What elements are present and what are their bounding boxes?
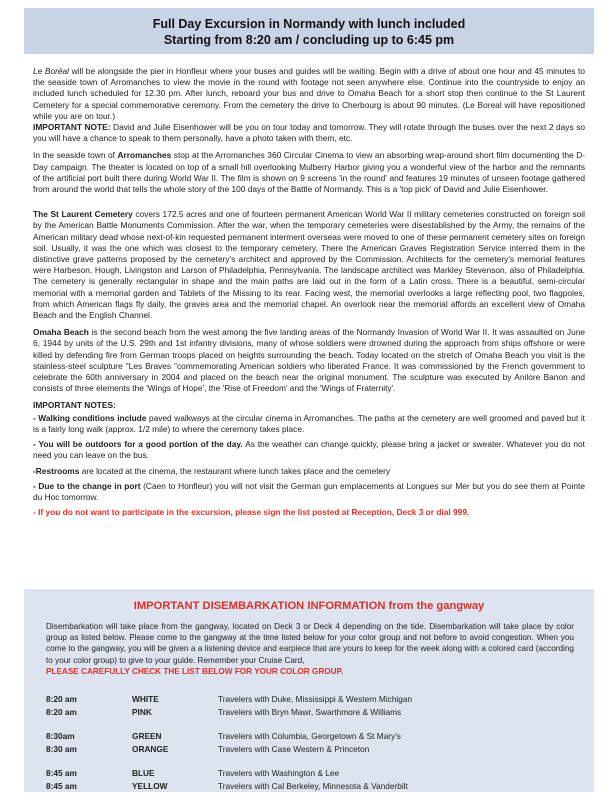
note-walking-label: - Walking conditions include [33, 412, 147, 423]
note-restrooms-text: are located at the cinema, the restaurant where lunch takes place and the cemetery [79, 465, 391, 476]
schedule-row [46, 706, 586, 719]
schedule-row [46, 780, 586, 793]
important-notes-heading: IMPORTANT NOTES: [33, 400, 116, 411]
schedule-travelers: Travelers with Cal Berkeley, Minnesota & Vanderbilt [218, 780, 408, 791]
omaha-paragraph [33, 327, 585, 394]
cemetery-paragraph [33, 209, 585, 321]
cemetery-text: covers 172.5 acres and one of fourteen permanent American World War II military cemeteries constructed on foreign soil by the American Battle Monuments Commission. After the war, when the temporary cemeteries were disestablished by the Army, the remains of the American military dead whose next-of-kin requested permanent interment overseas were moved to one of these permanent cemetery sites on foreign soil. Usually, it was the one which was closest to the temporary cemetery. There the American Graves Registration Service interred them in the distinctive grave patterns proposed by the cemetery's architect and approved by the Commission. Architects for the cemetery's memorial features were Harbeson, Hough, Livingston and Larson of Philadelphia, Pennsylvania. The landscape architect was Markley Stevenson, also of Philadelphia. The cemetery is generally rectangular in shape and the main paths are laid out in the form of a Latin cross. There is a beautiful, semi-circular memorial with a memorial garden and Tablets of the Missing to its rear. Facing west, the memorial overlooks a large reflecting pool, two flagpoles, from which American flags fly daily, the graves area and the memorial chapel. An overlook near the memorial affords an excellent view of Omaha Beach and the English Channel. [33, 209, 585, 321]
schedule-color: YELLOW [132, 780, 168, 791]
note-walking-text: paved walkways at the circular cinema in Arromanches. The paths at the cemetery are well groomed and paved but it is a fairly long walk (approx. 1/2 mile) to where the ceremony takes place. [33, 412, 585, 434]
note-walking [33, 413, 585, 435]
note-signup: - If you do not want to participate in the excursion, please sign the list posted at Reception, Deck 3 or dial 999. [33, 507, 470, 518]
schedule-travelers: Travelers with Columbia, Georgetown & St Mary's [218, 731, 401, 742]
disembarkation-intro-text: Disembarkation will take place from the gangway, located on Deck 3 or Deck 4 depending on the tide. Disembarkation will take place by color group as listed below. Please come to the gangway at the time listed below for your color group and not before to avoid congestion. When you come to the gangway, you will be given a a listening device and earpiece that are yours to keep for the week along with a colored card (according to your color group) to give to your guide. Remember your Cruise Card, [46, 622, 574, 665]
note-restrooms-label: -Restrooms [33, 465, 80, 476]
page-subtitle: Starting from 8:20 am / concluding up to 6:45 pm [163, 33, 455, 47]
note-restrooms [33, 466, 585, 477]
note-outdoors [33, 439, 585, 461]
note-port [33, 481, 585, 503]
schedule-travelers: Travelers with Case Western & Princeton [218, 743, 370, 754]
schedule-color: ORANGE [132, 743, 169, 754]
arromanches-prefix: In the seaside town of [33, 150, 118, 161]
disembarkation-title: IMPORTANT DISEMBARKATION INFORMATION from the gangway [133, 600, 485, 612]
page-title: Full Day Excursion in Normandy with lunch included [152, 17, 466, 31]
schedule-color: GREEN [132, 731, 162, 742]
note-outdoors-text: As the weather can change quickly, please bring a jacket or sweater. Whatever you do not need you can leave on the bus. [33, 439, 585, 461]
cemetery-name: The St Laurent Cemetery [33, 209, 133, 220]
schedule-time: 8:45 am [46, 780, 77, 791]
disembarkation-intro [46, 621, 574, 677]
schedule-time: 8:20 am [46, 706, 77, 717]
schedule-time: 8:45 am [46, 768, 77, 779]
color-group-check-notice: PLEASE CAREFULLY CHECK THE LIST BELOW FOR YOUR COLOR GROUP. [46, 666, 344, 676]
schedule-travelers: Travelers with Bryn Mawr, Swarthmore & Williams [218, 706, 402, 717]
ship-name: Le Boréal [33, 66, 70, 76]
schedule-travelers: Travelers with Duke, Mississippi & Western Michigan [218, 694, 413, 705]
schedule-group-845 [46, 767, 586, 792]
schedule-row [46, 767, 586, 780]
schedule-time: 8:20 am [46, 694, 77, 705]
schedule-row [46, 730, 586, 743]
omaha-name: Omaha Beach [33, 327, 89, 338]
schedule-color: BLUE [132, 768, 155, 779]
schedule-color: PINK [132, 706, 152, 717]
note-port-label: - Due to the change in port [33, 480, 141, 491]
header-banner [24, 8, 594, 54]
color-group-schedule [46, 693, 586, 804]
important-note-label: IMPORTANT NOTE: [33, 122, 111, 133]
schedule-group-830 [46, 730, 586, 755]
arromanches-paragraph [33, 150, 585, 195]
note-outdoors-label: - You will be outdoors for a good portion of the day. [33, 439, 243, 450]
arromanches-text: stop at the Arromanches 360 Circular Cinema to view an absorbing wrap-around short film documenting the D-Day campaign. The theater is located on top of a small hill overlooking Mulberry Harbor giving you a wonderful view of the harbor and the remnants of the artificial port built there during World War II. The film is shown on 9 screens 'in the round' and features 19 minutes of unseen footage gathered from around the world that tells the whole story of the 100 days of the Battle of Normandy. This is a 'top pick' of David and Julie Eisenhower. [33, 150, 585, 195]
important-note-text: David and Julie Eisenhower will be you on tour today and tomorrow. They will rotate through the buses over the next 2 days so you will have a chance to speak to them personally, have a photo taken with them, etc. [33, 122, 586, 144]
schedule-time: 8:30am [46, 731, 75, 742]
omaha-text: is the second beach from the west among the five landing areas of the Normandy Invasion of World War II. It was assaulted on June 6, 1944 by units of the U.S. 29th and 1st infantry divisions, many of whose soldiers were drowned during the approach from ships offshore or were killed by defending fire from German troops placed on heights surrounding the beach. Today located on the stretch of Omaha Beach you visit is the stainless-steel sculpture "Les Braves "commemorating American soldiers who liberated France. It was commissioned by the French government to celebrate the 60th anniversary in 2004 and placed on the beach near the original monument. The sculpture was executed by Anilore Banon and consists of three elements the 'Wings of Hope', the 'Rise of Freedom' and the 'Wings of Fraternity'. [33, 327, 585, 394]
schedule-color: WHITE [132, 694, 159, 705]
intro-text: will be alongside the pier in Honfleur where your buses and guides will be waiting. Begin with a drive of about one hour and 45 minutes to the seaside town of Arromanches to view the movie in the round with footage not seen anywhere else. Continue into the countryside to enjoy an included lunch scheduled for 12.30 pm. After lunch, reboard your bus and drive to Omaha Beach for a short stop then continue to the St Laurent Cemetery for a special commemorative ceremony. From the cemetery the drive to Cherbourg is about 90 minutes. (Le Boreal will have repositioned while you are on tour.) [33, 66, 586, 121]
schedule-time: 8:30 am [46, 743, 77, 754]
main-content [33, 66, 585, 522]
schedule-row [46, 693, 586, 706]
schedule-row [46, 743, 586, 756]
disembarkation-panel [24, 589, 594, 792]
schedule-travelers: Travelers with Washington & Lee [218, 768, 340, 779]
schedule-group-820 [46, 693, 586, 718]
note-port-text: (Caen to Honfleur) you will not visit the German gun emplacements at Longues sur Mer but you do see them at Pointe du Hoc tomorrow. [33, 480, 586, 502]
arromanches-name: Arromanches [117, 150, 172, 161]
intro-paragraph [33, 66, 585, 144]
